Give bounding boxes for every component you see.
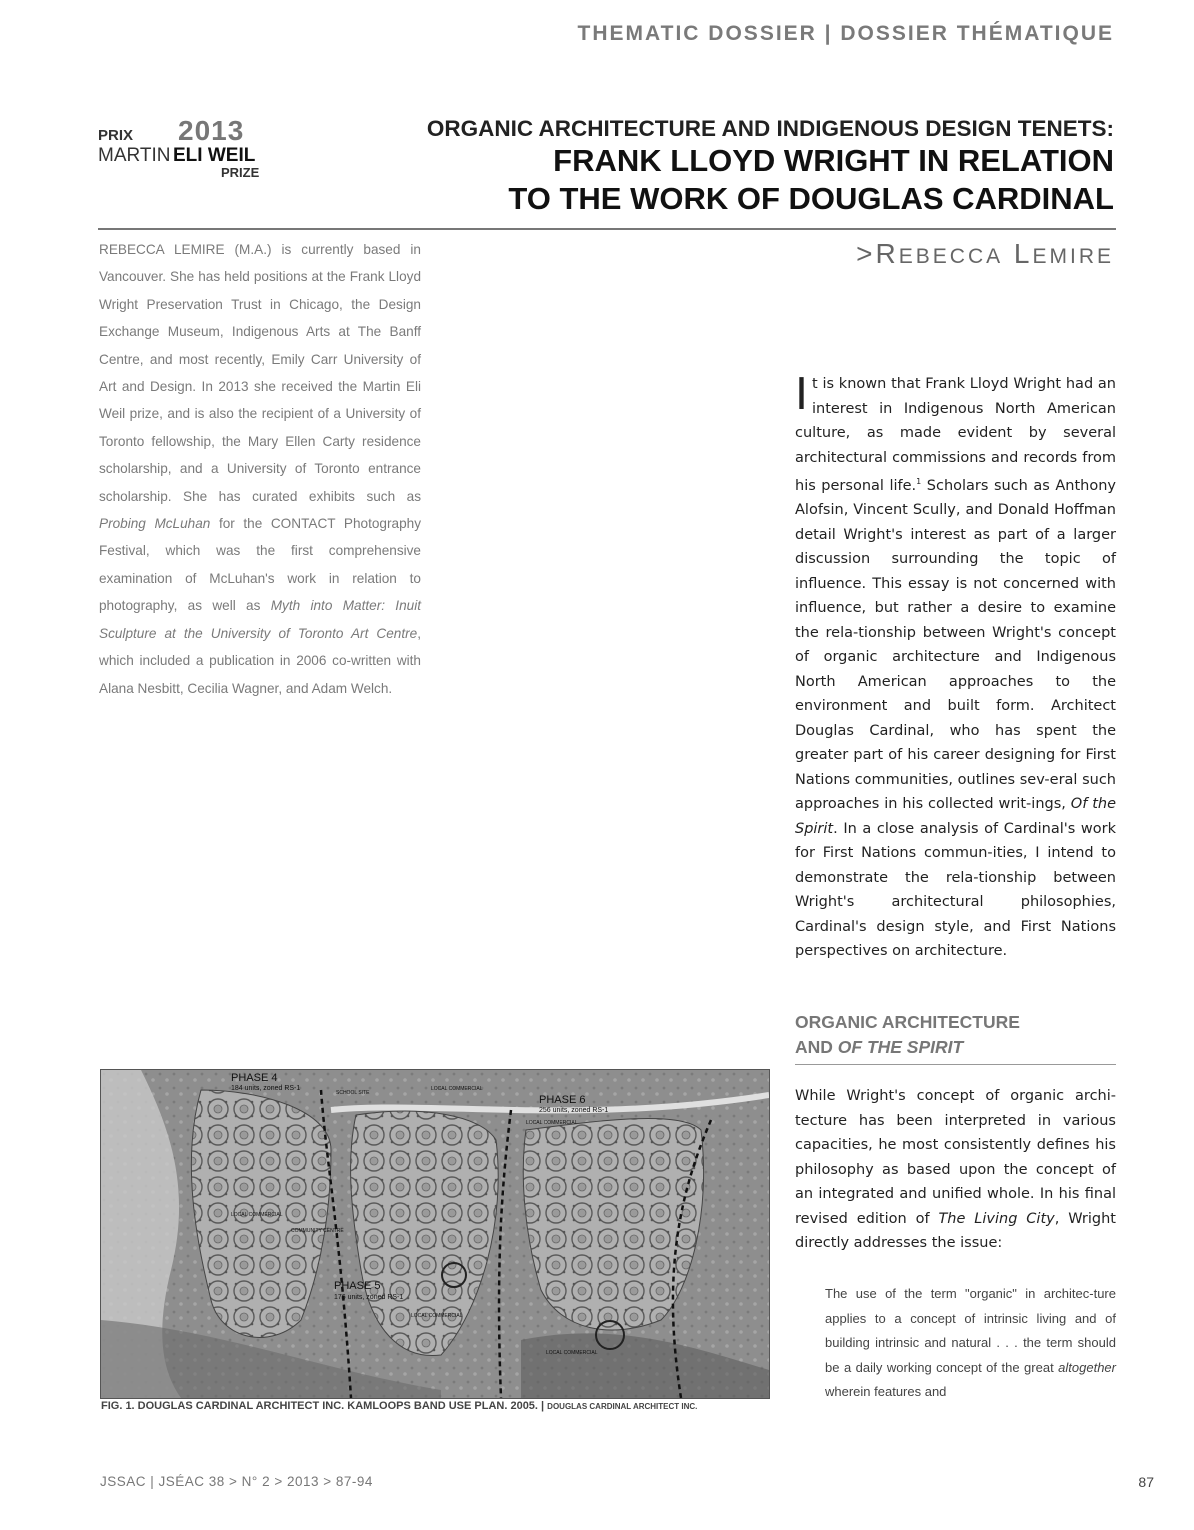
section-text: While Wright's concept of organic archi-tecture has been interpreted in various capacities, he most consistently defines his philosophy as based upon the concept of an integrated and unified whole. In his final revised edition of (795, 1088, 1116, 1227)
drop-cap: I (795, 369, 808, 420)
page-number: 87 (1138, 1474, 1154, 1490)
article-title (354, 116, 1114, 218)
section-heading (795, 1010, 1116, 1060)
prize-logo (98, 115, 263, 182)
figure-label-phase-5: PHASE 5 (334, 1280, 381, 1292)
section-text: , Wright directly addresses the issue: (795, 1210, 1116, 1251)
quote-italic: altogether (1058, 1359, 1116, 1375)
title-divider (98, 228, 1116, 230)
figure-label-phase-5-units: 176 units, zoned RS-1 (334, 1294, 404, 1301)
site-plan-figure (100, 1069, 770, 1399)
journal-citation: JSSAC | JSÉAC 38 > N° 2 > 2013 > 87-94 (100, 1474, 373, 1489)
figure-label-school-site: SCHOOL SITE (336, 1090, 370, 1096)
section-italic-title: The Living City (938, 1210, 1055, 1227)
figure-caption (101, 1400, 697, 1412)
footnote-marker[interactable]: 1 (916, 477, 922, 486)
title-line-2: FRANK LLOYD WRIGHT IN RELATION (553, 143, 1114, 178)
author-last-initial: L (1013, 238, 1033, 269)
author-first-initial: R (875, 238, 899, 269)
section-paragraph (795, 1084, 1116, 1256)
figure-label-local-commercial: LOCAL COMMERCIAL (526, 1120, 578, 1126)
bio-text: REBECCA LEMIRE (M.A.) is currently based in Vancouver. She has held positions at the Frank Lloyd Wright Preservation Trust in Chicago, the Design Exchange Museum, Indigenous Arts at The Banff Centre, and most recently, Emily Carr University of Art and Design. In 2013 she received the Martin Eli Weil prize, and is also the recipient of a University of Toronto fellowship, the Mary Ellen Carty residence scholarship, and a University of Toronto entrance scholarship. She has curated exhibits such as (99, 242, 421, 504)
figure-label-phase-4: PHASE 4 (231, 1072, 278, 1084)
quote-text: wherein features and (825, 1384, 947, 1399)
section-heading-line-2: AND (795, 1037, 838, 1057)
title-line-3: TO THE WORK OF DOUGLAS CARDINAL (508, 181, 1114, 216)
block-quote (825, 1282, 1116, 1405)
intro-text: t is known that Frank Lloyd Wright had an interest in Indigenous North American culture, as made evident by several architectural commissions and records from his personal life. (795, 376, 1116, 494)
prize-year: 2013 (178, 115, 245, 146)
caption-text: FIG. 1. DOUGLAS CARDINAL ARCHITECT INC. KAMLOOPS BAND USE PLAN. 2005. | (101, 1400, 548, 1412)
bio-italic-title: Probing McLuhan (99, 516, 211, 532)
section-divider (795, 1064, 1116, 1065)
prize-prize: PRIZE (221, 165, 260, 180)
section-heading-italic: OF THE SPIRIT (837, 1037, 964, 1057)
figure-label-local-commercial: LOCAL COMMERCIAL (231, 1212, 283, 1218)
intro-italic-title: Of the Spirit (795, 796, 1116, 837)
bio-italic-title: Myth into Matter: Inuit Sculpture at the University of Toronto Art Centre (99, 598, 422, 641)
running-head: THEMATIC DOSSIER | DOSSIER THÉMATIQUE (577, 22, 1114, 45)
author-prefix: > (856, 238, 876, 269)
intro-paragraph (795, 369, 1116, 964)
author-byline (856, 238, 1114, 270)
intro-text: . In a close analysis of Cardinal's work for First Nations commun-ities, I intend to demonstrate the rela-tionship between Wright's architectural philosophies, Cardinal's design style, and First Nations perspectives on architecture. (795, 820, 1116, 960)
prize-eli-weil: ELI WEIL (173, 145, 256, 166)
author-bio (99, 236, 421, 702)
figure-label-phase-4-units: 184 units, zoned RS-1 (231, 1085, 301, 1092)
prize-prix: PRIX (98, 127, 134, 144)
author-last-rest: EMIRE (1032, 245, 1114, 268)
site-plan-image (101, 1070, 769, 1398)
intro-text: Scholars such as Anthony Alofsin, Vincent Scully, and Donald Hoffman detail Wright's interest as part of a larger discussion surrounding the topic of influence. This essay is not concerned with influence, but rather a desire to examine the rela-tionship between Wright's concept of organic architecture and Indigenous North American approaches to the environment and built form. Architect Douglas Cardinal, who has spent the greater part of his career designing for First Nations communities, outlines sev-eral such approaches in his collected writ-ings, (795, 477, 1116, 813)
title-line-1: ORGANIC ARCHITECTURE AND INDIGENOUS DESIGN TENETS: (426, 116, 1114, 141)
author-first-rest: EBECCA (898, 245, 1004, 268)
figure-label-community-centre: COMMUNITY CENTRE (291, 1228, 344, 1234)
figure-label-phase-6: PHASE 6 (539, 1094, 586, 1106)
figure-label-phase-6-units: 256 units, zoned RS-1 (539, 1107, 609, 1114)
caption-credit: DOUGLAS CARDINAL ARCHITECT INC. (547, 1402, 698, 1411)
bio-text: for the CONTACT Photography Festival, which was the first comprehensive examination of McLuhan's work in relation to photography, as well as (99, 516, 421, 614)
figure-label-local-commercial: LOCAL COMMERCIAL (546, 1350, 598, 1356)
figure-label-local-commercial: LOCAL COMMERCIAL (411, 1313, 463, 1319)
figure-label-local-commercial: LOCAL COMMERCIAL (431, 1086, 483, 1092)
quote-text: The use of the term "organic" in architec-ture applies to a concept of intrinsic living and of building intrinsic and natural . . . the term should be a daily working concept of the great (825, 1286, 1116, 1375)
section-heading-line-1: ORGANIC ARCHITECTURE (795, 1012, 1020, 1032)
prize-martin: MARTIN (98, 145, 171, 166)
bio-text: , which included a publication in 2006 co-written with Alana Nesbitt, Cecilia Wagner, and Adam Welch. (99, 625, 421, 696)
